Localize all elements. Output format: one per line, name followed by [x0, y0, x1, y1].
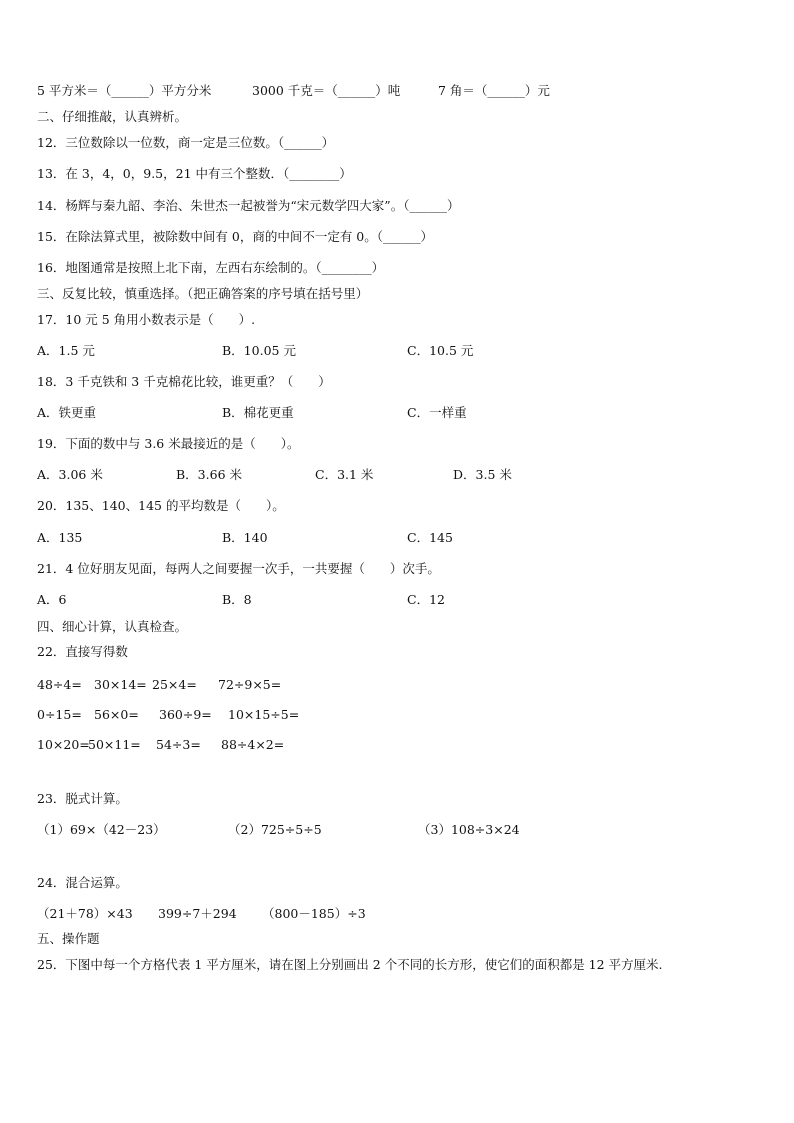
- question-12: 12．三位数除以一位数，商一定是三位数。（______）: [37, 135, 335, 150]
- q23-item-2: （2）725÷5÷5: [228, 822, 322, 837]
- question-20-stem: 20．135、140、145 的平均数是（ ）。: [37, 498, 285, 513]
- calc-item: 360÷9=: [159, 707, 212, 722]
- question-23-stem: 23．脱式计算。: [37, 791, 128, 806]
- calc-item: 0÷15=: [37, 707, 82, 722]
- question-17-option-b: B．10.05 元: [222, 343, 296, 358]
- q23-item-1: （1）69×（42－23）: [37, 822, 166, 837]
- calc-item: 88÷4×2=: [221, 737, 285, 752]
- question-18-option-b: B．棉花更重: [222, 405, 294, 420]
- q24-item-1: （21＋78）×43: [37, 906, 133, 921]
- question-20-option-c: C．145: [407, 530, 453, 545]
- question-19-option-c: C．3.1 米: [315, 467, 374, 482]
- question-21-option-b: B．8: [222, 592, 252, 607]
- question-16: 16．地图通常是按照上北下南，左西右东绘制的。（________）: [37, 260, 385, 275]
- section2-title: 二、仔细推敲，认真辨析。: [37, 109, 188, 124]
- calc-item: 10×15÷5=: [228, 707, 300, 722]
- question-19-stem: 19．下面的数中与 3.6 米最接近的是（ ）。: [37, 436, 300, 451]
- question-14: 14．杨辉与秦九韶、李治、朱世杰一起被誉为“宋元数学四大家”。（______）: [37, 198, 460, 213]
- calc-item: 30×14=: [94, 677, 147, 692]
- question-19-option-a: A．3.06 米: [37, 467, 103, 482]
- calc-item: 10×20=: [37, 737, 90, 752]
- question-20-option-a: A．135: [37, 530, 83, 545]
- q23-item-3: （3）108÷3×24: [418, 822, 520, 837]
- q11-part-a: 5 平方米＝（______）平方分米: [37, 83, 212, 98]
- calc-item: 56×0=: [94, 707, 139, 722]
- section3-title: 三、反复比较，慎重选择。（把正确答案的序号填在括号里）: [37, 286, 369, 301]
- q24-item-3: （800－185）÷3: [262, 906, 366, 921]
- question-19-option-b: B．3.66 米: [176, 467, 242, 482]
- q11-part-b: 3000 千克＝（______）吨: [252, 83, 401, 98]
- q11-part-c: 7 角＝（______）元: [438, 83, 550, 98]
- section5-title: 五、操作题: [37, 931, 100, 946]
- question-17-option-a: A．1.5 元: [37, 343, 95, 358]
- question-15: 15．在除法算式里，被除数中间有 0，商的中间不一定有 0。（______）: [37, 229, 434, 244]
- question-17-stem: 17．10 元 5 角用小数表示是（ ）.: [37, 312, 256, 327]
- question-18-option-a: A．铁更重: [37, 405, 97, 420]
- question-21-option-c: C．12: [407, 592, 445, 607]
- question-22-stem: 22．直接写得数: [37, 644, 128, 659]
- calc-item: 72÷9×5=: [218, 677, 282, 692]
- question-21-option-a: A．6: [37, 592, 67, 607]
- calc-item: 54÷3=: [156, 737, 201, 752]
- calc-item: 50×11=: [88, 737, 141, 752]
- question-17-option-c: C．10.5 元: [407, 343, 474, 358]
- section4-title: 四、细心计算，认真检查。: [37, 619, 188, 634]
- question-20-option-b: B．140: [222, 530, 268, 545]
- calc-item: 48÷4=: [37, 677, 82, 692]
- question-18-option-c: C．一样重: [407, 405, 467, 420]
- question-19-option-d: D．3.5 米: [453, 467, 512, 482]
- q24-item-2: 399÷7＋294: [158, 906, 237, 921]
- question-13: 13．在 3，4，0，9.5，21 中有三个整数．（________）: [37, 166, 352, 181]
- question-24-stem: 24．混合运算。: [37, 875, 128, 890]
- question-18-stem: 18．3 千克铁和 3 千克棉花比较，谁更重？（ ）: [37, 374, 331, 389]
- question-21-stem: 21．4 位好朋友见面，每两人之间要握一次手，一共要握（ ）次手。: [37, 561, 440, 576]
- calc-item: 25×4=: [152, 677, 197, 692]
- question-25: 25．下图中每一个方格代表 1 平方厘米，请在图上分别画出 2 个不同的长方形，使它们的面积都是 12 平方厘米.: [37, 957, 663, 972]
